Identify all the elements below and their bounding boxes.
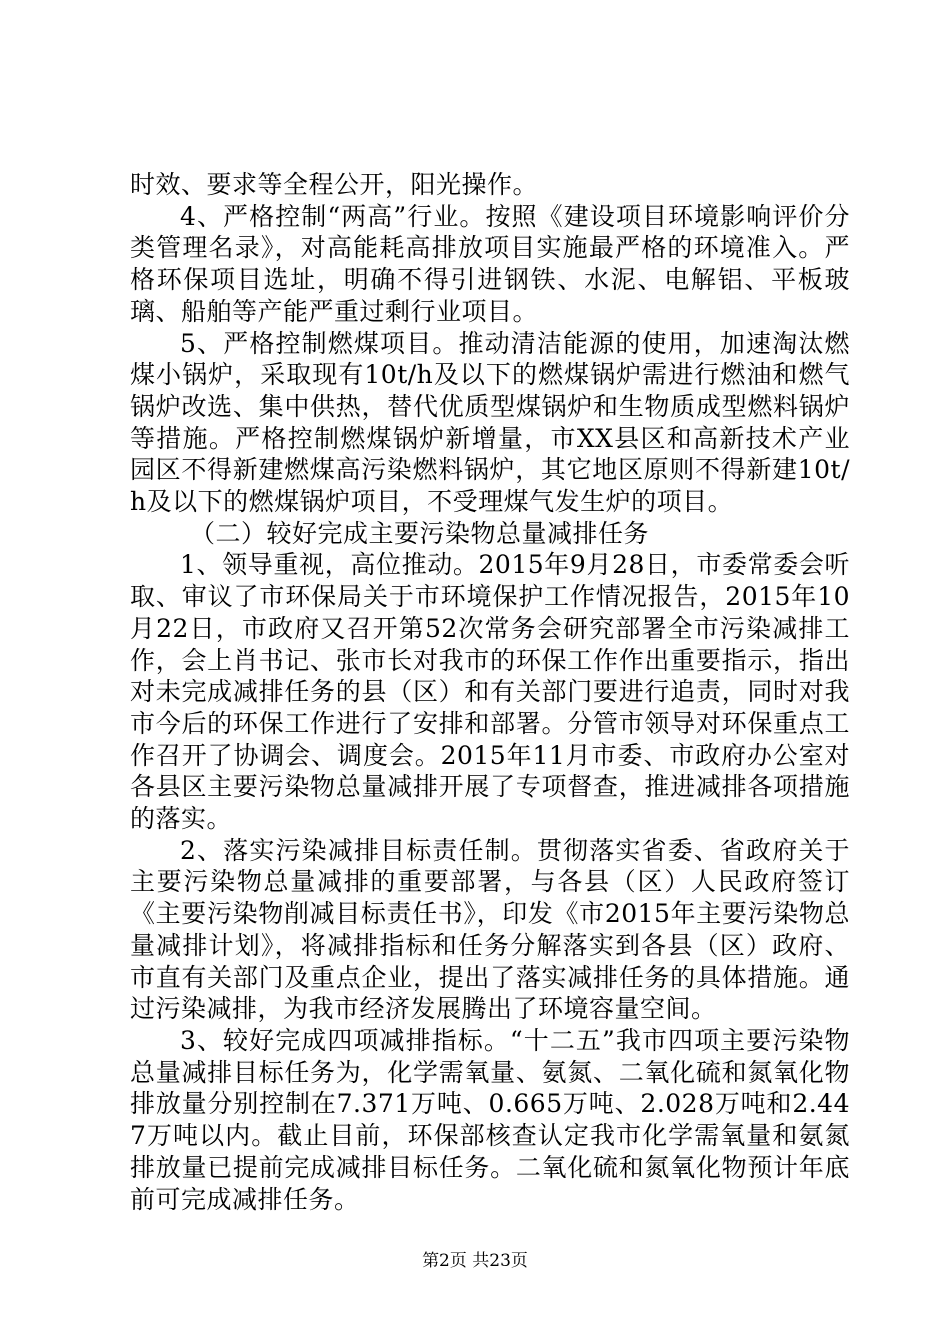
page-footer: 第2页 共23页 <box>422 1251 528 1271</box>
paragraph-section2-item-1: 1、领导重视，高位推动。2015年9月28日，市委常委会听取、审议了市环保局关于市环境保护工作情况报告，2015年10月22日，市政府又召开第52次常务会研究部署全市污染减排工作，会上肖书记、张市长对我市的环保工作作出重要指示，指出对未完成减排任务的县（区）和有关部门要进行追责，同时对我市今后的环保工作进行了安排和部署。分管市领导对环保重点工作召开了协调会、调度会。2015年11月市委、市政府办公室对各县区主要污染物总量减排开展了专项督查，推进减排各项措施的落实。 <box>130 550 850 834</box>
paragraph-section2-item-2: 2、落实污染减排目标责任制。贯彻落实省委、省政府关于主要污染物总量减排的重要部署，与各县（区）人民政府签订《主要污染物削减目标责任书》，印发《市2015年主要污染物总量减排计划》，将减排指标和任务分解落实到各县（区）政府、市直有关部门及重点企业，提出了落实减排任务的具体措施。通过污染减排，为我市经济发展腾出了环境容量空间。 <box>130 835 850 1024</box>
paragraph-continuation: 时效、要求等全程公开，阳光操作。 <box>130 170 539 199</box>
paragraph-item-5: 5、严格控制燃煤项目。推动清洁能源的使用，加速淘汰燃煤小锅炉，采取现有10t/h及以下的燃煤锅炉需进行燃油和燃气锅炉改选、集中供热，替代优质型煤锅炉和生物质成型燃料锅炉等措施。严格控制燃煤锅炉新增量，市XX县区和高新技术产业园区不得新建燃煤高污染燃料锅炉，其它地区原则不得新建10t/h及以下的燃煤锅炉项目，不受理煤气发生炉的项目。 <box>130 328 850 517</box>
paragraph-section2-item-3: 3、较好完成四项减排指标。“十二五”我市四项主要污染物总量减排目标任务为，化学需氧量、氨氮、二氧化硫和氮氧化物排放量分别控制在7.371万吨、0.665万吨、2.028万吨和2.447万吨以内。截止目前，环保部核查认定我市化学需氧量和氨氮排放量已提前完成减排目标任务。二氧化硫和氮氧化物预计年底前可完成减排任务。 <box>130 1025 850 1214</box>
paragraph-item-4: 4、严格控制“两高”行业。按照《建设项目环境影响评价分类管理名录》，对高能耗高排放项目实施最严格的环境准入。严格环保项目选址，明确不得引进钢铁、水泥、电解铝、平板玻璃、船舶等产能严重过剩行业项目。 <box>130 201 850 326</box>
document-body <box>130 169 850 1215</box>
section-heading: （二）较好完成主要污染物总量减排任务 <box>190 518 650 548</box>
